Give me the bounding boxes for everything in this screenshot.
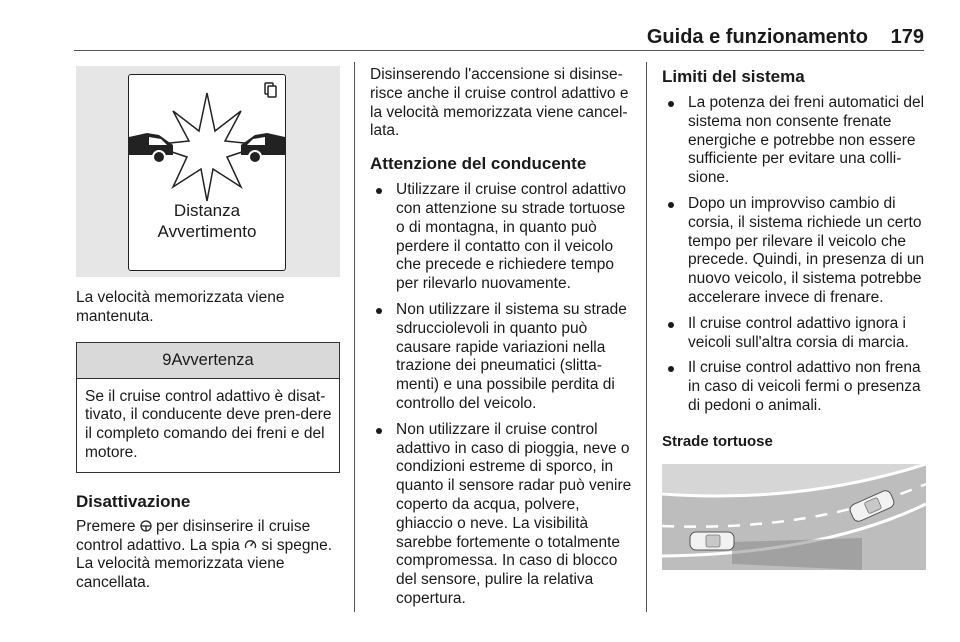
section-title-disattivazione: Disattivazione (76, 491, 191, 511)
copy-icon (265, 83, 276, 97)
column-2 (370, 66, 634, 609)
deactivation-text (76, 518, 340, 593)
list-item (662, 195, 926, 308)
warning-body: Se il cruise control adattivo è disat-tivato, il conducente deve pren-dere il completo comando dei freni e del motore. (85, 387, 332, 461)
column-divider (354, 62, 355, 612)
page-number: 179 (890, 26, 924, 48)
column-divider (646, 62, 647, 612)
caption: La velocità memorizzata viene mantenuta. (76, 289, 285, 325)
subsection-title-strade: Strade tortuose (662, 432, 773, 450)
list-item (370, 421, 634, 609)
bullet-dot-icon (668, 101, 674, 107)
warning-box (76, 342, 340, 473)
warning-title: Avvertenza (171, 350, 254, 369)
section-title-limiti: Limiti del sistema (662, 67, 805, 86)
list-item-text: Il cruise control adattivo non frena in caso di veicoli fermi o presenza di pedoni o animali. (688, 359, 921, 414)
cruise-indicator-icon (244, 539, 257, 551)
own-car-icon (690, 532, 734, 550)
display-line-2: Avvertimento (157, 222, 257, 241)
cluster-display-illustration (76, 66, 340, 277)
deact-text-1: Premere (76, 517, 140, 535)
list-item-text: Non utilizzare il cruise control adattivo in caso di pioggia, neve o condizioni estreme di sporco, in quanto il sensore radar può venire coperto da acqua, polvere, ghiaccio o neve. La visibilità sarebbe fortemente o totalmente compromessa. In caso di blocco del sensore, pulire la relativa copertura. (396, 420, 632, 607)
bullet-dot-icon (668, 366, 674, 372)
display-line-1: Distanza (173, 201, 241, 220)
section-title-attenzione: Attenzione del conducente (370, 154, 587, 174)
bullet-dot-icon (376, 428, 382, 434)
header-title: Guida e funzionamento (646, 26, 868, 48)
list-item (662, 315, 926, 353)
list-item (370, 301, 634, 414)
right-car-icon (241, 133, 285, 163)
warning-header (77, 343, 339, 379)
column-1 (76, 66, 340, 593)
bullet-dot-icon (376, 308, 382, 314)
column-3 (662, 66, 926, 570)
display-message (129, 200, 285, 242)
list-item (370, 181, 634, 294)
list-item (662, 359, 926, 415)
left-car-icon (129, 133, 173, 163)
list-item-text: La potenza dei freni automatici del sistema non consente frenate energiche e potrebbe non essere sufficiente per evitare una colli-sione. (688, 94, 925, 187)
curved-road-illustration (662, 464, 926, 570)
list-item-text: Il cruise control adattivo ignora i veicoli sull'altra corsia di marcia. (688, 314, 909, 351)
display-screen (128, 74, 286, 271)
bullet-dot-icon (376, 188, 382, 194)
bullet-dot-icon (668, 202, 674, 208)
list-item-text: Utilizzare il cruise control adattivo con attenzione su strade tortuose o di montagna, in quanto può perdere il contatto con il veicolo che precede e richiedere tempo per rilevarlo nuovamente. (396, 181, 627, 293)
list-item-text: Non utilizzare il sistema su strade sdrucciolevoli in quanto può causare rapide variazioni nella trazione dei pneumatici (slitta-menti) e una possibile perdita di controllo del veicolo. (396, 300, 627, 412)
warning-triangle-icon: 9 (162, 350, 172, 369)
list-item-text: Dopo un improvviso cambio di corsia, il sistema richiede un certo tempo per rilevare il veicolo che precede. Quindi, in presenza di un nuovo veicolo, il sistema potrebbe accelerare invece di frenare. (688, 194, 925, 306)
header-rule (74, 50, 924, 51)
bullet-dot-icon (668, 322, 674, 328)
intro-paragraph: Disinserendo l'accensione si disinse-risce anche il cruise control adattivo e la velocità memorizzata viene cancel-lata. (370, 66, 629, 140)
list-item (662, 94, 926, 188)
deact-text-3: si spegne. La velocità memorizzata viene cancellata. (76, 536, 332, 592)
curved-road-graphic (662, 464, 926, 570)
steering-wheel-icon (140, 520, 152, 532)
deact-text-2: per disinserire il cruise control adattivo. La spia (76, 517, 311, 554)
